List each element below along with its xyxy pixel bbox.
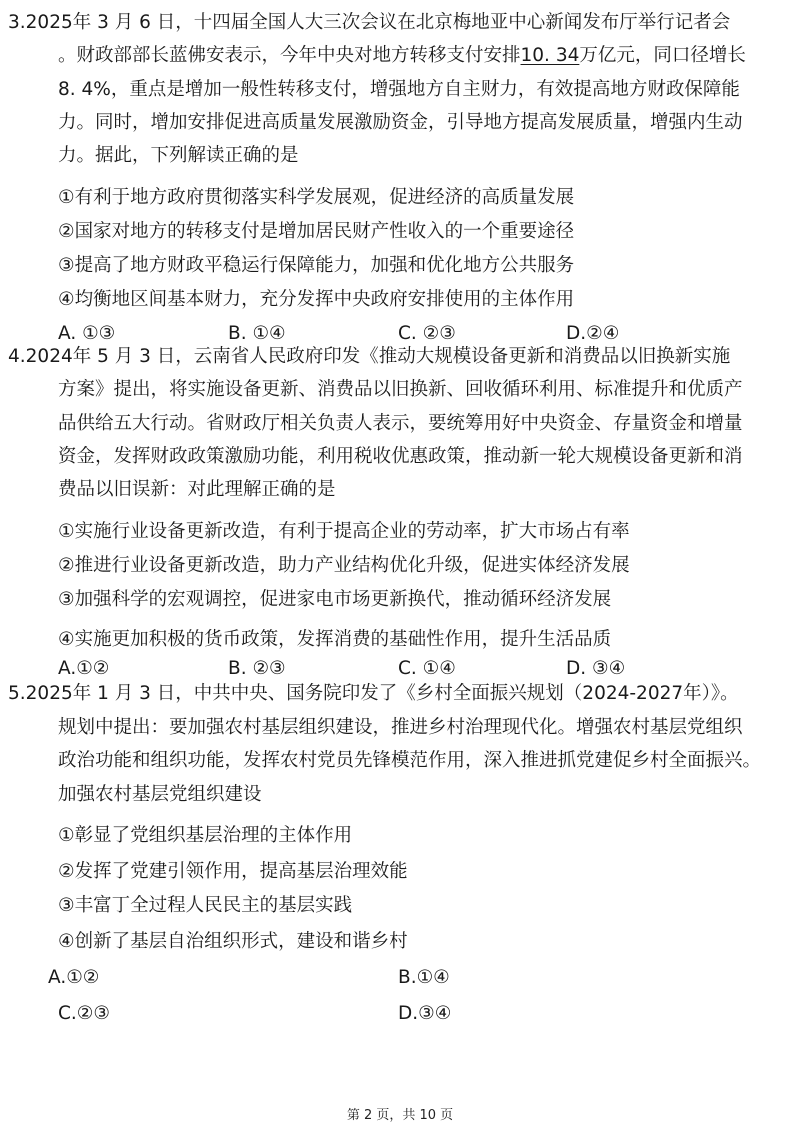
- question-5-option-3: ③丰富丁全过程人民民主的基层实践: [58, 895, 353, 916]
- question-5-option-1: ①彰显了党组织基层治理的主体作用: [58, 825, 353, 846]
- question-3-option-3: ③提高了地方财政平稳运行保障能力，加强和优化地方公共服务: [58, 255, 575, 276]
- question-5-stem-line-3: 政治功能和组织功能，发挥农村党员先锋模范作用，深入推进抓党建促乡村全面振兴。: [58, 750, 762, 771]
- question-3-answer-c: C. ②③: [398, 323, 456, 344]
- question-4-stem-line-2: 方案》提出，将实施设备更新、消费品以旧换新、回收循环利用、标准提升和优质产: [58, 379, 743, 400]
- question-5-answer-d: D.③④: [398, 1003, 452, 1024]
- question-4-option-1: ①实施行业设备更新改造，有利于提高企业的劳动率，扩大市场占有率: [58, 521, 630, 542]
- question-4-answer-c: C. ①④: [398, 658, 456, 679]
- question-5-answer-b: B.①④: [398, 967, 450, 988]
- question-4-answer-a: A.①②: [58, 658, 110, 679]
- question-3-number: 3.: [8, 12, 26, 33]
- question-4-answer-b: B. ②③: [228, 658, 286, 679]
- question-5-option-2: ②发挥了党建引领作用，提高基层治理效能: [58, 861, 408, 882]
- question-4-stem-line-4: 资金，发挥财政政策激励功能，利用税收优惠政策，推动新一轮大规模设备更新和消: [58, 446, 743, 467]
- question-5-answer-c: C.②③: [58, 1003, 110, 1024]
- question-3-answer-a: A. ①③: [58, 323, 116, 344]
- question-3-answer-d: D.②④: [566, 323, 620, 344]
- question-4-option-3: ③加强科学的宏观调控，促进家电市场更新换代，推动循环经济发展: [58, 589, 612, 610]
- question-3-option-2: ②国家对地方的转移支付是增加居民财产性收入的一个重要途径: [58, 221, 575, 242]
- question-5-stem-line-1: 5.2025年 1 月 3 日，中共中央、国务院印发了《乡村全面振兴规划（2024-2027年）》。: [8, 683, 739, 704]
- question-4-answer-d: D. ③④: [566, 658, 626, 679]
- underlined-amount: 10. 34: [520, 45, 580, 66]
- question-4-stem-line-5: 费品以旧误新：对此理解正确的是: [58, 479, 336, 500]
- question-4-option-4: ④实施更加积极的货币政策，发挥消费的基础性作用，提升生活品质: [58, 629, 612, 650]
- question-5-stem-line-4: 加强农村基层党组织建设: [58, 784, 262, 805]
- question-3-stem-line-2: 。财政部部长蓝佛安表示，今年中央对地方转移支付安排10. 34万亿元，同口径增长: [58, 45, 746, 66]
- question-3-stem-line-3: 8. 4%，重点是增加一般性转移支付，增强地方自主财力，有效提高地方财政保障能: [58, 79, 740, 100]
- page-footer: 第 2 页，共 10 页: [346, 1108, 454, 1123]
- question-5-stem-line-2: 规划中提出：要加强农村基层组织建设，推进乡村治理现代化。增强农村基层党组织: [58, 717, 743, 738]
- question-4-stem-line-1: 4.2024年 5 月 3 日，云南省人民政府印发《推动大规模设备更新和消费品以旧换新实施: [8, 346, 731, 367]
- question-4-stem-line-3: 品供给五大行动。省财政厅相关负责人表示，要统筹用好中央资金、存量资金和增量: [58, 413, 743, 434]
- question-3-stem-line-1: 3.2025年 3 月 6 日，十四届全国人大三次会议在北京梅地亚中心新闻发布厅举行记者会: [8, 12, 731, 33]
- question-3-option-4: ④均衡地区间基本财力，充分发挥中央政府安排使用的主体作用: [58, 289, 575, 310]
- question-5-option-4: ④创新了基层自治组织形式，建设和谐乡村: [58, 931, 408, 952]
- question-5-number: 5.: [8, 683, 26, 704]
- question-5-answer-a: A.①②: [48, 967, 100, 988]
- question-3-stem-line-5: 力。据此，下列解读正确的是: [58, 145, 299, 166]
- question-4-number: 4.: [8, 346, 26, 367]
- question-3-stem-line-4: 力。同时，增加安排促进高质量发展激励资金，引导地方提高发展质量，增强内生动: [58, 112, 743, 133]
- question-4-option-2: ②推进行业设备更新改造，助力产业结构优化升级，促进实体经济发展: [58, 555, 630, 576]
- question-3-option-1: ①有利于地方政府贯彻落实科学发展观，促进经济的高质量发展: [58, 187, 575, 208]
- question-3-answer-b: B. ①④: [228, 323, 286, 344]
